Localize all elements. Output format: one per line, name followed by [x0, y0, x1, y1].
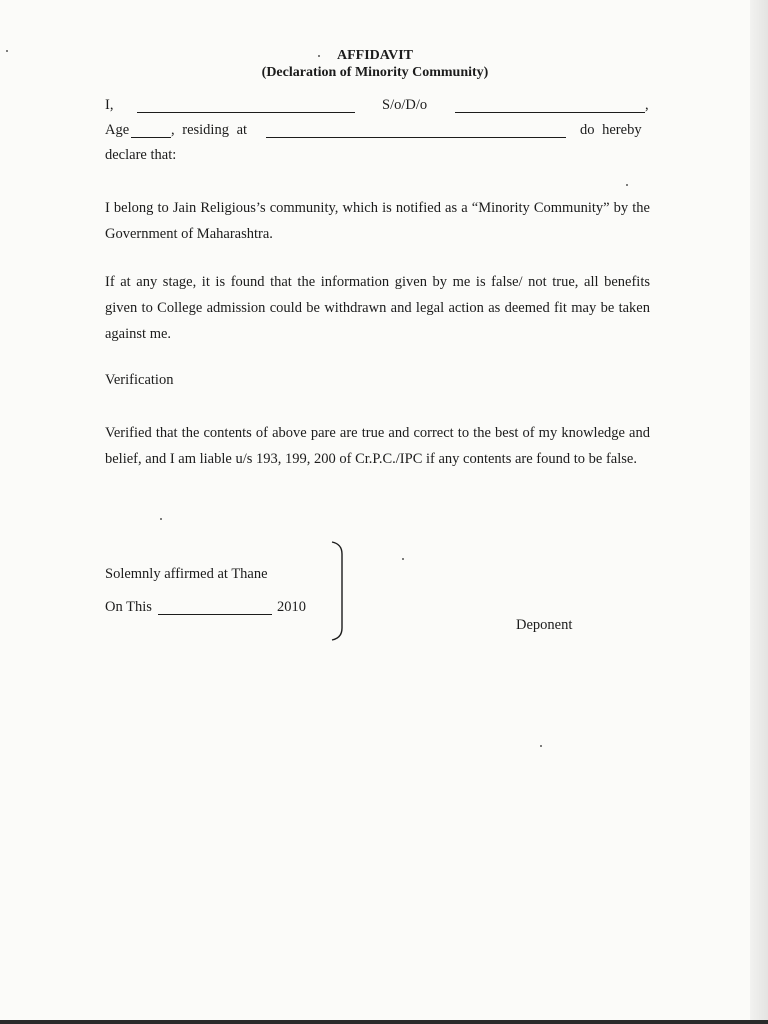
declare-that: declare that:	[105, 147, 177, 163]
age-blank[interactable]	[131, 125, 171, 138]
right-brace-icon	[330, 540, 350, 642]
on-this-label: On This	[105, 599, 152, 615]
scan-speck	[6, 50, 8, 52]
scan-bottom-border	[0, 1020, 768, 1024]
verification-heading: Verification	[105, 372, 174, 388]
declarant-prefix: I,	[105, 97, 114, 113]
paragraph-verification: Verified that the contents of above pare are true and correct to the best of my knowledge and belief, and I am liable u/s 193, 199, 200 of Cr.P.C./IPC if any contents are found to be false.	[105, 425, 650, 467]
page-edge-shadow	[750, 0, 768, 1024]
scan-speck	[318, 55, 320, 57]
declarant-name-blank[interactable]	[137, 100, 355, 113]
residing-label: , residing at	[171, 122, 248, 138]
sodo-label: S/o/D/o	[382, 97, 428, 113]
scan-speck	[626, 184, 628, 186]
deponent-label: Deponent	[516, 617, 573, 633]
scan-speck	[402, 558, 404, 560]
document-subtitle: (Declaration of Minority Community)	[261, 65, 489, 80]
affirmed-at: Solemnly affirmed at Thane	[105, 566, 268, 582]
scan-speck	[540, 745, 542, 747]
paragraph-benefits: If at any stage, it is found that the information given by me is false/ not true, all benefits given to College admission could be withdrawn and legal action as deemed fit may be taken against me.	[105, 274, 650, 342]
date-blank[interactable]	[158, 602, 272, 615]
residence-blank[interactable]	[266, 125, 566, 138]
year-label: 2010	[277, 599, 306, 615]
hereby-label: do hereby	[580, 122, 642, 138]
age-label: Age	[105, 122, 130, 138]
scan-speck	[160, 518, 162, 520]
paragraph-community: I belong to Jain Religious’s community, which is notified as a “Minority Community” by the Government of Maharashtra.	[105, 200, 650, 242]
parent-name-blank[interactable]	[455, 100, 645, 113]
document-title: AFFIDAVIT	[337, 48, 413, 63]
line1-comma: ,	[645, 97, 649, 113]
